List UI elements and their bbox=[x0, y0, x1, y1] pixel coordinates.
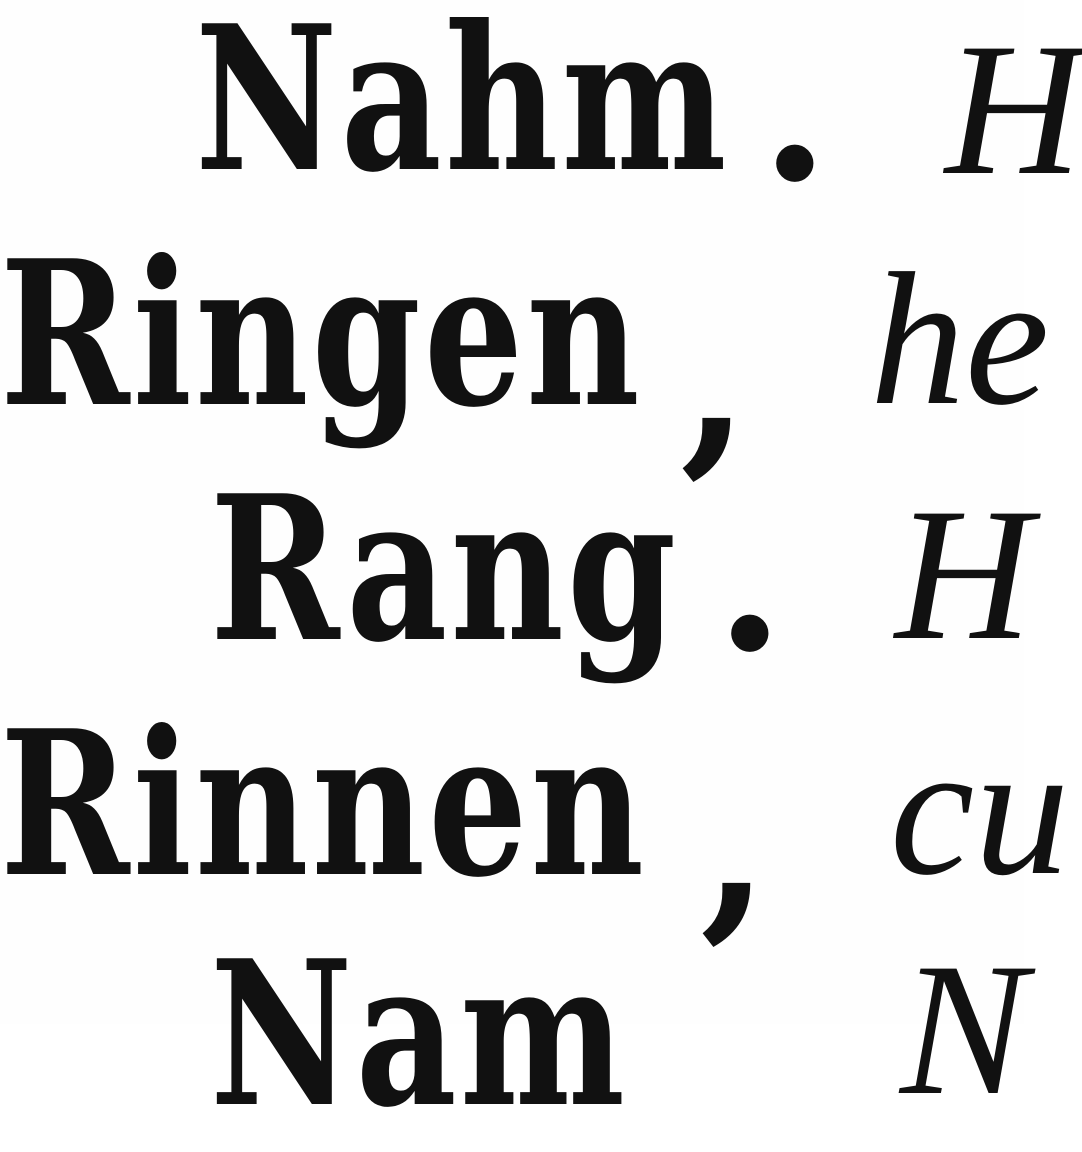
entry-gloss: he bbox=[870, 235, 1050, 445]
entry-gloss: H bbox=[895, 470, 1033, 680]
entry-headword: Ringen bbox=[0, 217, 643, 452]
entry-headword: Rang bbox=[210, 452, 680, 687]
entry-gloss: H bbox=[945, 5, 1082, 215]
entry-headword: Nam bbox=[210, 917, 629, 1152]
entry-gloss: cu bbox=[890, 705, 1070, 915]
entry-punctuation: , bbox=[700, 727, 770, 962]
entry-punctuation: . bbox=[760, 0, 830, 227]
entry-headword: Rinnen bbox=[0, 687, 648, 922]
entry-punctuation: , bbox=[680, 262, 750, 497]
entry-gloss: N bbox=[900, 925, 1027, 1135]
entry-punctuation: . bbox=[715, 462, 785, 697]
entry-headword: Nahm bbox=[195, 0, 730, 217]
